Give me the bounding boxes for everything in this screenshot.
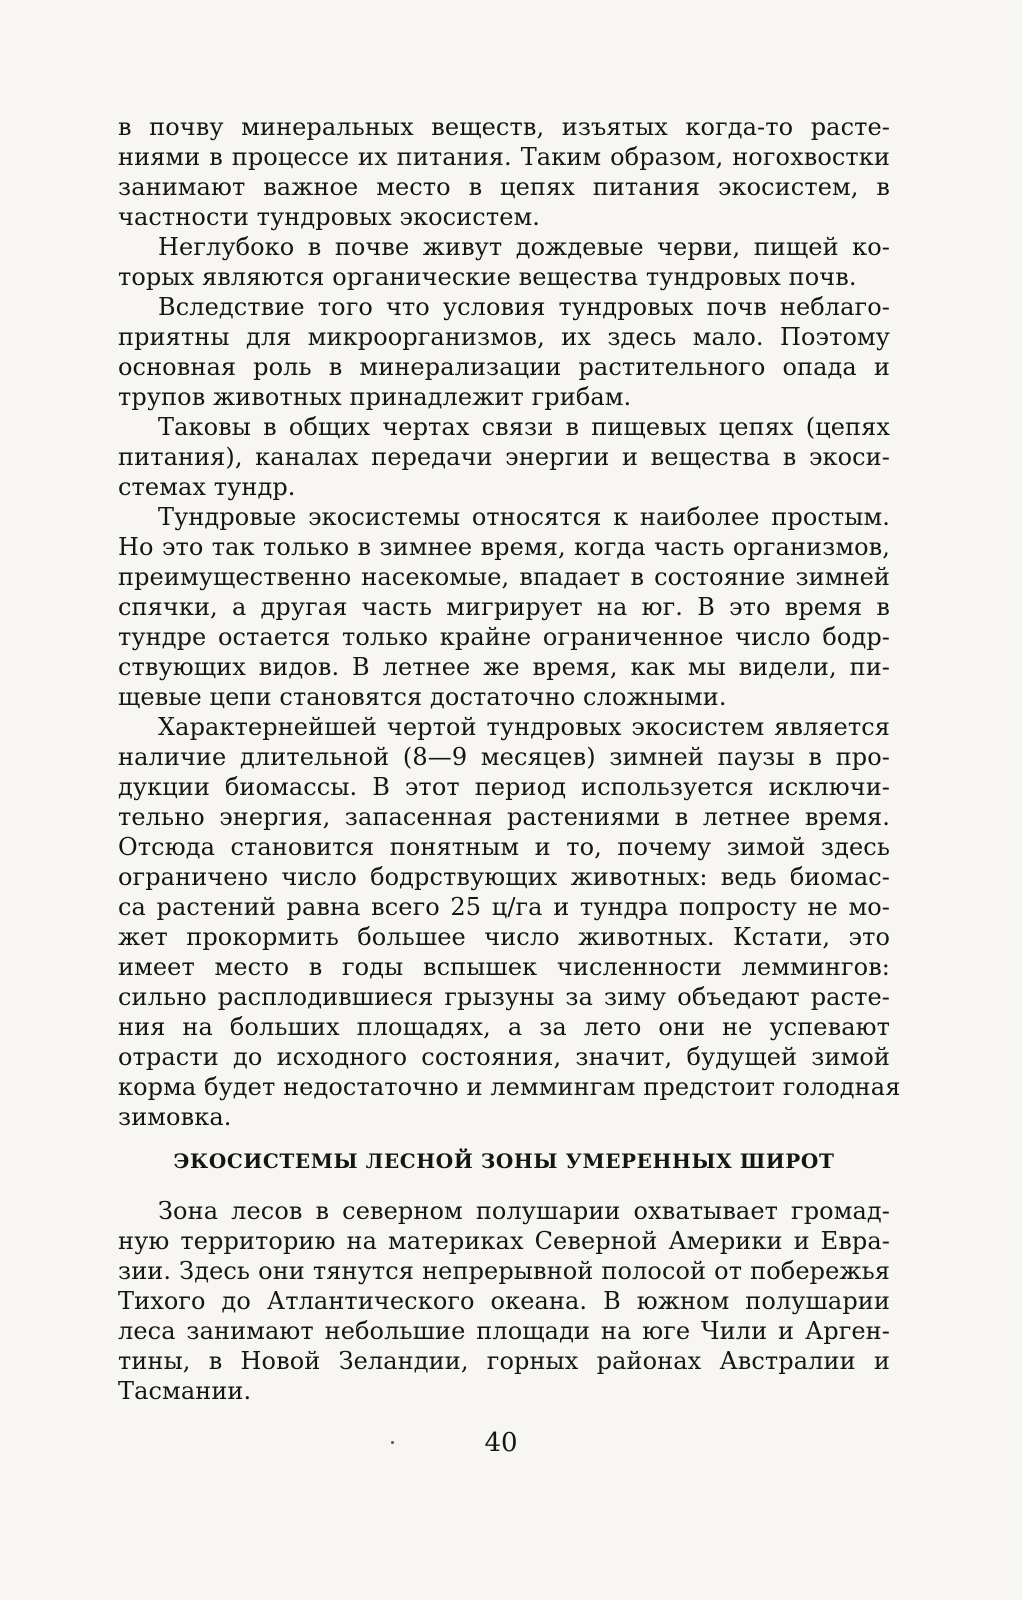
text-line: зимовка.: [118, 1103, 232, 1131]
text-line: Характернейшей чертой тундровых экосистем является: [158, 713, 890, 741]
text-line: наличие длительной (8—9 месяцев) зимней паузы в про-: [118, 743, 890, 771]
text-line: Неглубоко в почве живут дождевые черви, пищей ко-: [158, 233, 890, 261]
text-line: стемах тундр.: [118, 473, 296, 501]
text-line: дукции биомассы. В этот период используется исключи-: [118, 773, 890, 801]
paragraph: [118, 292, 890, 412]
text-line: сильно расплодившиеся грызуны за зиму объедают расте-: [118, 983, 890, 1011]
paragraph: [118, 232, 890, 292]
paragraph: [118, 712, 901, 1132]
paragraph: [118, 412, 890, 502]
text-line: тины, в Новой Зеландии, горных районах Австралии и: [118, 1347, 890, 1375]
text-line: ниями в процессе их питания. Таким образом, ногохвостки: [118, 143, 890, 171]
text-line: преимущественно насекомые, впадает в состояние зимней: [118, 563, 890, 591]
text-line: тельно энергия, запасенная растениями в летнее время.: [118, 803, 890, 831]
text-line: Зона лесов в северном полушарии охватывает громад-: [158, 1197, 890, 1225]
text-line: Тундровые экосистемы относятся к наиболее простым.: [158, 503, 890, 531]
text-line: частности тундровых экосистем.: [118, 203, 540, 231]
text-line: ограничено число бодрствующих животных: ведь биомас-: [118, 863, 890, 891]
text-line: Тихого до Атлантического океана. В южном полушарии: [118, 1287, 890, 1315]
text-line: имеет место в годы вспышек численности леммингов:: [118, 953, 890, 981]
text-line: основная роль в минерализации растительного опада и: [118, 353, 890, 381]
text-line: в почву минеральных веществ, изъятых когда-то расте-: [118, 113, 890, 141]
text-line: са растений равна всего 25 ц/га и тундра попросту не мо-: [118, 893, 890, 921]
text-line: отрасти до исходного состояния, значит, будущей зимой: [118, 1043, 890, 1071]
text-line: ную территорию на материках Северной Америки и Евра-: [118, 1227, 890, 1255]
paragraph: [118, 502, 890, 712]
text-line: питания), каналах передачи энергии и вещества в экоси-: [118, 443, 890, 471]
text-line: Отсюда становится понятным и то, почему зимой здесь: [118, 833, 890, 861]
text-line: Тасмании.: [118, 1377, 252, 1405]
text-line: спячки, а другая часть мигрирует на юг. В это время в: [118, 593, 890, 621]
text-line: Таковы в общих чертах связи в пищевых цепях (цепях: [158, 413, 890, 441]
text-line: Но это так только в зимнее время, когда часть организмов,: [118, 533, 890, 561]
text-line: тундре остается только крайне ограниченное число бодр-: [118, 623, 890, 651]
text-line: жет прокормить большее число животных. Кстати, это: [118, 923, 890, 951]
paragraph: [118, 1196, 890, 1406]
text-line: трупов животных принадлежит грибам.: [118, 383, 632, 411]
text-line: занимают важное место в цепях питания экосистем, в: [118, 173, 890, 201]
text-line: зии. Здесь они тянутся непрерывной полосой от побережья: [118, 1257, 890, 1285]
section-text: [118, 1196, 890, 1406]
paragraph: [118, 112, 890, 232]
text-line: щевые цепи становятся достаточно сложными.: [118, 683, 727, 711]
text-line: Вследствие того что условия тундровых почв неблаго-: [158, 293, 890, 321]
section-heading: ЭКОСИСТЕМЫ ЛЕСНОЙ ЗОНЫ УМЕРЕННЫХ ШИРОТ: [173, 1149, 835, 1173]
text-line: леса занимают небольшие площади на юге Чили и Арген-: [118, 1317, 890, 1345]
text-line: ствующих видов. В летнее же время, как мы видели, пи-: [118, 653, 890, 681]
main-text: [118, 112, 901, 1132]
text-line: ния на больших площадях, а за лето они не успевают: [118, 1013, 890, 1041]
text-line: торых являются органические вещества тундровых почв.: [118, 263, 857, 291]
page-number: 40: [484, 1428, 518, 1458]
text-line: корма будет недостаточно и леммингам предстоит голодная: [118, 1073, 901, 1101]
text-line: приятны для микроорганизмов, их здесь мало. Поэтому: [118, 323, 890, 351]
